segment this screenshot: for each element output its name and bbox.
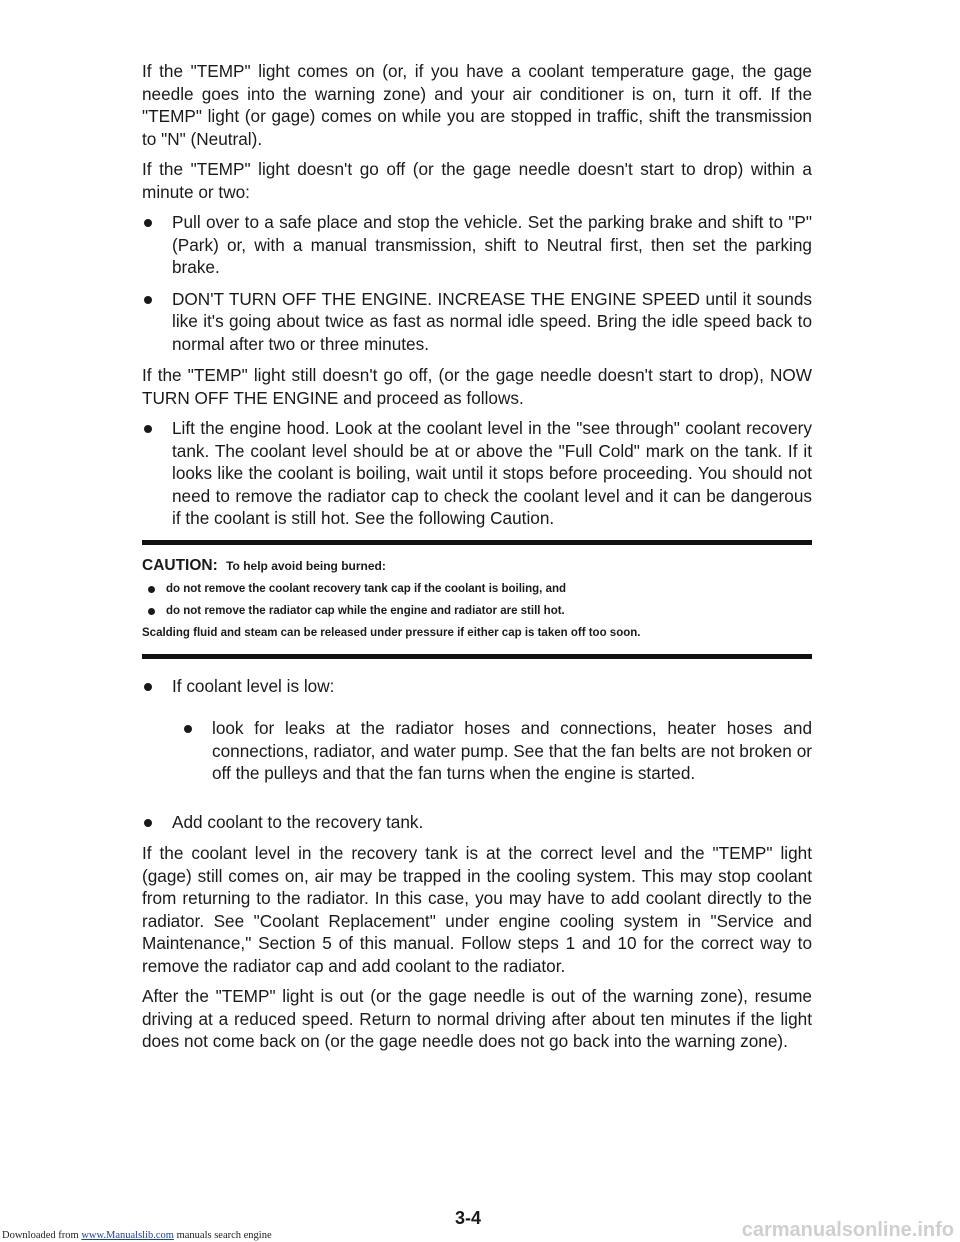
bullet-text: Add coolant to the recovery tank. — [172, 811, 424, 832]
caution-subheading: To help avoid being burned: — [226, 558, 386, 573]
footer-suffix: manuals search engine — [173, 1230, 272, 1241]
caution-note: Scalding fluid and steam can be released under pressure if either cap is taken off too soon. — [142, 626, 641, 639]
download-footer — [2, 1230, 272, 1241]
bullet-dot — [148, 608, 155, 615]
bullet-dot — [148, 586, 155, 593]
bullet-text: Pull over to a safe place and stop the vehicle. Set the parking brake and shift to "P" (Park) or, with a manual transmission, shift to Neutral first, then set the parking brake. — [172, 212, 812, 277]
caution-top-rule — [142, 540, 812, 545]
paragraph-resume-driving: After the "TEMP" light is out (or the gage needle is out of the warning zone), resume driving at a reduced speed. Return to normal driving after about ten minutes if the light does not come back on (or the gage needle does not go back into the warning zone). — [142, 986, 812, 1051]
caution-heading — [142, 557, 812, 575]
bullet-increase-engine-speed — [142, 288, 812, 356]
bullet-dot — [144, 683, 152, 691]
page-number: 3-4 — [455, 1208, 482, 1228]
paragraph-temp-light: If the "TEMP" light comes on (or, if you have a coolant temperature gage, the gage needle goes into the warning zone) and your air conditioner is on, turn it off. If the "TEMP" light (or gage) comes on while you are stopped in traffic, shift the transmission to "N" (Neutral). — [142, 61, 812, 149]
caution-item-recovery-cap — [142, 581, 812, 597]
caution-label: CAUTION: — [142, 556, 218, 574]
paragraph-turn-off-engine: If the "TEMP" light still doesn't go off, (or the gage needle doesn't start to drop), NOW TURN OFF THE ENGINE and proceed as follows. — [142, 365, 812, 408]
watermark: carmanualsonline.info — [741, 1219, 954, 1241]
caution-bottom-rule — [142, 654, 812, 659]
caution-item-radiator-cap — [142, 603, 812, 619]
bullet-look-for-leaks — [182, 717, 812, 785]
bullet-dot — [144, 219, 152, 227]
caution-box — [142, 557, 812, 642]
bullet-dot — [144, 819, 152, 827]
caution-item-text: do not remove the radiator cap while the engine and radiator are still hot. — [166, 604, 565, 617]
paragraph-air-trapped: If the coolant level in the recovery tank is at the correct level and the "TEMP" light (gage) still comes on, air may be trapped in the cooling system. This may stop coolant from returning to the radiator. In this case, you may have to add coolant directly to the radiator. See "Coolant Replacement" under engine cooling system in "Service and Maintenance," Section 5 of this manual. Follow steps 1 and 10 for the correct way to remove the radiator cap and add coolant to the radiator. — [142, 843, 812, 976]
bullet-dot — [144, 425, 152, 433]
footer-link[interactable]: www.Manualslib.com — [81, 1230, 174, 1241]
bullet-lift-hood — [142, 417, 812, 530]
bullet-pull-over — [142, 211, 812, 279]
bullet-text: If coolant level is low: — [172, 675, 335, 696]
bullet-coolant-low — [142, 675, 812, 698]
caution-item-text: do not remove the coolant recovery tank cap if the coolant is boiling, and — [166, 582, 567, 595]
page-content — [142, 60, 812, 1061]
bullet-text: Lift the engine hood. Look at the coolant level in the "see through" coolant recovery tank. The coolant level should be at or above the "Full Cold" mark on the tank. If it looks like the coolant is boiling, wait until it stops before proceeding. You should not need to remove the radiator cap to check the coolant level and it can be dangerous if the coolant is still hot. See the following Caution. — [172, 418, 812, 528]
bullet-text: look for leaks at the radiator hoses and connections, heater hoses and connections, radiator, and water pump. See that the fan belts are not broken or off the pulleys and that the fan turns when the engine is started. — [212, 718, 812, 783]
bullet-text: DON'T TURN OFF THE ENGINE. INCREASE THE ENGINE SPEED until it sounds like it's going about twice as fast as normal idle speed. Bring the idle speed back to normal after two or three minutes. — [172, 288, 812, 354]
footer-prefix: Downloaded from — [2, 1230, 82, 1241]
bullet-dot — [184, 725, 192, 733]
bullet-dot — [144, 296, 152, 304]
paragraph-light-stays-on: If the "TEMP" light doesn't go off (or the gage needle doesn't start to drop) within a minute or two: — [142, 159, 812, 202]
bullet-add-coolant — [142, 811, 812, 834]
